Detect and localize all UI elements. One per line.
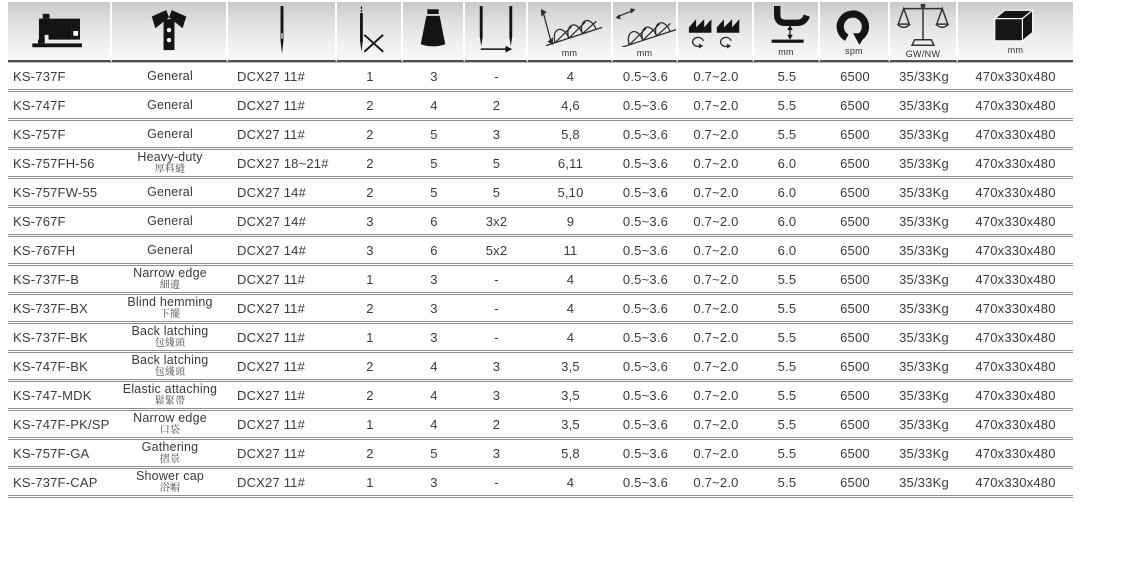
stitch-length-cell: 0.5~3.6 bbox=[613, 469, 678, 498]
stitch-length-cell: 0.5~3.6 bbox=[613, 92, 678, 121]
unit-label: GW/NW bbox=[905, 48, 941, 59]
weight-scale-icon bbox=[895, 4, 951, 48]
application-english: Heavy-duty bbox=[137, 150, 203, 164]
table-row bbox=[8, 150, 1073, 179]
overedge-width-cell: 5,8 bbox=[528, 440, 613, 469]
col-header-foot-lift bbox=[754, 2, 820, 62]
foot-lift-cell: 5.5 bbox=[754, 324, 820, 353]
overedge-width-cell: 11 bbox=[528, 237, 613, 266]
thread-count-cell: 3 bbox=[403, 324, 465, 353]
carton-size-cell: 470x330x480 bbox=[958, 150, 1073, 179]
application-english: Back latching bbox=[131, 353, 209, 367]
overlock-spec-table bbox=[8, 2, 1073, 498]
table-row bbox=[8, 208, 1073, 237]
needle-type-cell: DCX27 14# bbox=[228, 208, 337, 237]
table-header bbox=[8, 2, 1073, 62]
foot-lift-cell: 5.5 bbox=[754, 92, 820, 121]
overedge-width-cell: 4 bbox=[528, 324, 613, 353]
carton-size-cell: 470x330x480 bbox=[958, 353, 1073, 382]
foot-lift-cell: 5.5 bbox=[754, 440, 820, 469]
unit-label: mm bbox=[778, 46, 794, 57]
needle-gauge-cell: - bbox=[465, 266, 528, 295]
weight-cell: 35/33Kg bbox=[890, 469, 958, 498]
spec-table-body bbox=[8, 62, 1073, 498]
foot-lift-cell: 5.5 bbox=[754, 121, 820, 150]
needle-type-cell: DCX27 14# bbox=[228, 179, 337, 208]
weight-cell: 35/33Kg bbox=[890, 324, 958, 353]
differential-ratio-cell: 0.7~2.0 bbox=[678, 121, 754, 150]
foot-lift-cell: 5.5 bbox=[754, 295, 820, 324]
differential-ratio-cell: 0.7~2.0 bbox=[678, 237, 754, 266]
differential-ratio-cell: 0.7~2.0 bbox=[678, 295, 754, 324]
col-header-weight bbox=[890, 2, 958, 62]
speed-cell: 6500 bbox=[820, 266, 890, 295]
weight-cell: 35/33Kg bbox=[890, 440, 958, 469]
differential-ratio-cell: 0.7~2.0 bbox=[678, 411, 754, 440]
needle-type-cell: DCX27 14# bbox=[228, 237, 337, 266]
application-cell bbox=[112, 121, 228, 150]
differential-ratio-cell: 0.7~2.0 bbox=[678, 440, 754, 469]
table-row bbox=[8, 266, 1073, 295]
needle-count-cell: 1 bbox=[337, 411, 403, 440]
application-english: General bbox=[147, 126, 193, 141]
model-cell: KS-757FH-56 bbox=[8, 150, 112, 179]
needle-gauge-cell: - bbox=[465, 324, 528, 353]
needle-type-cell: DCX27 11# bbox=[228, 353, 337, 382]
needle-type-cell: DCX27 11# bbox=[228, 92, 337, 121]
application-cell bbox=[112, 324, 228, 353]
garment-icon bbox=[149, 8, 189, 54]
speed-cell: 6500 bbox=[820, 324, 890, 353]
application-english: Narrow edge bbox=[133, 411, 207, 425]
speed-cell: 6500 bbox=[820, 150, 890, 179]
overedge-width-cell: 3,5 bbox=[528, 353, 613, 382]
application-chinese: 下擺 bbox=[159, 309, 181, 320]
weight-cell: 35/33Kg bbox=[890, 150, 958, 179]
overedge-width-cell: 4 bbox=[528, 62, 613, 92]
needle-count-cell: 2 bbox=[337, 150, 403, 179]
table-row bbox=[8, 440, 1073, 469]
speed-cell: 6500 bbox=[820, 208, 890, 237]
needle-count-cell: 1 bbox=[337, 324, 403, 353]
table-row bbox=[8, 324, 1073, 353]
needle-count-cell: 3 bbox=[337, 237, 403, 266]
needle-gauge-cell: 5 bbox=[465, 179, 528, 208]
carton-size-icon bbox=[992, 8, 1040, 44]
thread-count-cell: 4 bbox=[403, 382, 465, 411]
model-cell: KS-747F-PK/SP bbox=[8, 411, 112, 440]
unit-label: mm bbox=[1007, 44, 1024, 55]
needle-gauge-cell: 2 bbox=[465, 411, 528, 440]
application-chinese: 包綫頭 bbox=[154, 338, 186, 349]
application-english: General bbox=[147, 213, 193, 228]
needle-count-cell: 2 bbox=[337, 440, 403, 469]
overedge-width-cell: 4 bbox=[528, 266, 613, 295]
speed-cell: 6500 bbox=[820, 121, 890, 150]
differential-ratio-cell: 0.7~2.0 bbox=[678, 208, 754, 237]
needle-count-cell: 2 bbox=[337, 121, 403, 150]
thread-count-cell: 5 bbox=[403, 179, 465, 208]
weight-cell: 35/33Kg bbox=[890, 208, 958, 237]
speed-cell: 6500 bbox=[820, 440, 890, 469]
stitch-length-cell: 0.5~3.6 bbox=[613, 208, 678, 237]
col-header-differential-feed bbox=[678, 2, 754, 62]
differential-ratio-cell: 0.7~2.0 bbox=[678, 62, 754, 92]
thread-count-cell: 3 bbox=[403, 295, 465, 324]
needle-type-cell: DCX27 11# bbox=[228, 121, 337, 150]
application-chinese: 包綫頭 bbox=[154, 367, 186, 378]
needle-type-cell: DCX27 11# bbox=[228, 295, 337, 324]
overedge-width-cell: 9 bbox=[528, 208, 613, 237]
stitch-length-cell: 0.5~3.6 bbox=[613, 440, 678, 469]
speed-icon bbox=[836, 7, 872, 45]
speed-cell: 6500 bbox=[820, 62, 890, 92]
application-chinese: 鬆緊帶 bbox=[154, 396, 186, 407]
needle-gauge-icon bbox=[475, 6, 517, 56]
needle-type-cell: DCX27 11# bbox=[228, 469, 337, 498]
overedge-width-icon bbox=[538, 5, 602, 47]
table-row bbox=[8, 121, 1073, 150]
foot-lift-cell: 5.5 bbox=[754, 469, 820, 498]
model-cell: KS-737F-BK bbox=[8, 324, 112, 353]
weight-cell: 35/33Kg bbox=[890, 179, 958, 208]
foot-lift-cell: 6.0 bbox=[754, 208, 820, 237]
thread-count-cell: 6 bbox=[403, 208, 465, 237]
stitch-length-cell: 0.5~3.6 bbox=[613, 382, 678, 411]
col-header-speed bbox=[820, 2, 890, 62]
needle-gauge-cell: - bbox=[465, 62, 528, 92]
needle-count-cell: 2 bbox=[337, 179, 403, 208]
col-header-carton-size bbox=[958, 2, 1073, 62]
stitch-length-cell: 0.5~3.6 bbox=[613, 237, 678, 266]
overedge-width-cell: 4,6 bbox=[528, 92, 613, 121]
foot-lift-cell: 5.5 bbox=[754, 382, 820, 411]
presser-foot-lift-icon bbox=[760, 6, 812, 46]
col-header-stitch-length bbox=[613, 2, 678, 62]
needle-count-cell: 2 bbox=[337, 382, 403, 411]
needle-gauge-cell: - bbox=[465, 295, 528, 324]
stitch-length-cell: 0.5~3.6 bbox=[613, 295, 678, 324]
overedge-width-cell: 4 bbox=[528, 295, 613, 324]
model-cell: KS-747-MDK bbox=[8, 382, 112, 411]
thread-count-cell: 3 bbox=[403, 469, 465, 498]
model-cell: KS-757FW-55 bbox=[8, 179, 112, 208]
foot-lift-cell: 5.5 bbox=[754, 266, 820, 295]
needle-count-cell: 2 bbox=[337, 353, 403, 382]
carton-size-cell: 470x330x480 bbox=[958, 411, 1073, 440]
needle-gauge-cell: 3 bbox=[465, 440, 528, 469]
speed-cell: 6500 bbox=[820, 295, 890, 324]
overedge-width-cell: 5,10 bbox=[528, 179, 613, 208]
differential-ratio-cell: 0.7~2.0 bbox=[678, 353, 754, 382]
carton-size-cell: 470x330x480 bbox=[958, 179, 1073, 208]
table-row bbox=[8, 237, 1073, 266]
needle-gauge-cell: 3 bbox=[465, 353, 528, 382]
application-cell bbox=[112, 92, 228, 121]
table-row bbox=[8, 179, 1073, 208]
foot-lift-cell: 5.5 bbox=[754, 353, 820, 382]
speed-cell: 6500 bbox=[820, 237, 890, 266]
differential-ratio-cell: 0.7~2.0 bbox=[678, 150, 754, 179]
col-header-application bbox=[112, 2, 228, 62]
overedge-width-cell: 6,11 bbox=[528, 150, 613, 179]
needle-icon bbox=[278, 6, 286, 56]
needle-count-cell: 2 bbox=[337, 92, 403, 121]
application-chinese: 口袋 bbox=[159, 425, 181, 436]
table-row bbox=[8, 62, 1073, 92]
foot-lift-cell: 6.0 bbox=[754, 150, 820, 179]
differential-ratio-cell: 0.7~2.0 bbox=[678, 179, 754, 208]
application-cell bbox=[112, 469, 228, 498]
stitch-length-cell: 0.5~3.6 bbox=[613, 62, 678, 92]
unit-label: mm bbox=[636, 47, 653, 58]
thread-count-cell: 5 bbox=[403, 121, 465, 150]
carton-size-cell: 470x330x480 bbox=[958, 237, 1073, 266]
thread-count-cell: 6 bbox=[403, 237, 465, 266]
needle-gauge-cell: 5x2 bbox=[465, 237, 528, 266]
stitch-length-cell: 0.5~3.6 bbox=[613, 121, 678, 150]
thread-count-cell: 4 bbox=[403, 353, 465, 382]
overedge-width-cell: 3,5 bbox=[528, 411, 613, 440]
foot-lift-cell: 6.0 bbox=[754, 179, 820, 208]
needle-type-cell: DCX27 11# bbox=[228, 382, 337, 411]
foot-lift-cell: 5.5 bbox=[754, 411, 820, 440]
spec-sheet-page bbox=[8, 2, 1125, 498]
needle-type-cell: DCX27 11# bbox=[228, 440, 337, 469]
application-cell bbox=[112, 150, 228, 179]
application-english: General bbox=[147, 184, 193, 199]
weight-cell: 35/33Kg bbox=[890, 411, 958, 440]
stitch-length-icon bbox=[614, 5, 676, 47]
application-english: Narrow edge bbox=[133, 266, 207, 280]
needle-type-cell: DCX27 11# bbox=[228, 266, 337, 295]
application-english: Back latching bbox=[131, 324, 209, 338]
needle-type-cell: DCX27 18~21# bbox=[228, 150, 337, 179]
application-english: Elastic attaching bbox=[122, 382, 218, 396]
stitch-length-cell: 0.5~3.6 bbox=[613, 411, 678, 440]
thread-count-cell: 5 bbox=[403, 150, 465, 179]
application-cell bbox=[112, 179, 228, 208]
needle-count-icon bbox=[352, 6, 386, 56]
application-chinese: 浴帽 bbox=[159, 483, 181, 494]
needle-type-cell: DCX27 11# bbox=[228, 324, 337, 353]
stitch-length-cell: 0.5~3.6 bbox=[613, 324, 678, 353]
model-cell: KS-737F-BX bbox=[8, 295, 112, 324]
application-cell bbox=[112, 62, 228, 92]
speed-cell: 6500 bbox=[820, 382, 890, 411]
differential-ratio-cell: 0.7~2.0 bbox=[678, 92, 754, 121]
needle-gauge-cell: 5 bbox=[465, 150, 528, 179]
needle-gauge-cell: 3x2 bbox=[465, 208, 528, 237]
needle-count-cell: 3 bbox=[337, 208, 403, 237]
overedge-width-cell: 5,8 bbox=[528, 121, 613, 150]
table-row bbox=[8, 411, 1073, 440]
col-header-model bbox=[8, 2, 112, 62]
speed-cell: 6500 bbox=[820, 353, 890, 382]
thread-count-cell: 4 bbox=[403, 411, 465, 440]
carton-size-cell: 470x330x480 bbox=[958, 469, 1073, 498]
foot-lift-cell: 6.0 bbox=[754, 237, 820, 266]
application-cell bbox=[112, 411, 228, 440]
thread-cone-icon bbox=[416, 9, 450, 53]
speed-cell: 6500 bbox=[820, 92, 890, 121]
model-cell: KS-757F-GA bbox=[8, 440, 112, 469]
carton-size-cell: 470x330x480 bbox=[958, 295, 1073, 324]
carton-size-cell: 470x330x480 bbox=[958, 324, 1073, 353]
carton-size-cell: 470x330x480 bbox=[958, 62, 1073, 92]
needle-type-cell: DCX27 11# bbox=[228, 62, 337, 92]
differential-ratio-cell: 0.7~2.0 bbox=[678, 382, 754, 411]
speed-cell: 6500 bbox=[820, 411, 890, 440]
unit-label: mm bbox=[561, 47, 578, 58]
needle-count-cell: 1 bbox=[337, 469, 403, 498]
weight-cell: 35/33Kg bbox=[890, 353, 958, 382]
application-chinese: 細邊 bbox=[159, 280, 181, 291]
col-header-overedge-width bbox=[528, 2, 613, 62]
application-cell bbox=[112, 440, 228, 469]
application-english: General bbox=[147, 68, 193, 83]
stitch-length-cell: 0.5~3.6 bbox=[613, 150, 678, 179]
model-cell: KS-757F bbox=[8, 121, 112, 150]
stitch-length-cell: 0.5~3.6 bbox=[613, 179, 678, 208]
model-cell: KS-737F bbox=[8, 62, 112, 92]
needle-gauge-cell: 3 bbox=[465, 382, 528, 411]
needle-count-cell: 1 bbox=[337, 266, 403, 295]
weight-cell: 35/33Kg bbox=[890, 237, 958, 266]
carton-size-cell: 470x330x480 bbox=[958, 92, 1073, 121]
thread-count-cell: 3 bbox=[403, 62, 465, 92]
needle-gauge-cell: 2 bbox=[465, 92, 528, 121]
model-cell: KS-747F bbox=[8, 92, 112, 121]
table-row bbox=[8, 469, 1073, 498]
model-cell: KS-737F-CAP bbox=[8, 469, 112, 498]
differential-ratio-cell: 0.7~2.0 bbox=[678, 266, 754, 295]
weight-cell: 35/33Kg bbox=[890, 295, 958, 324]
col-header-needle-count bbox=[337, 2, 403, 62]
model-cell: KS-737F-B bbox=[8, 266, 112, 295]
model-cell: KS-747F-BK bbox=[8, 353, 112, 382]
stitch-length-cell: 0.5~3.6 bbox=[613, 266, 678, 295]
application-english: Blind hemming bbox=[127, 295, 213, 309]
application-chinese: 摺景 bbox=[159, 454, 181, 465]
overedge-width-cell: 4 bbox=[528, 469, 613, 498]
needle-count-cell: 2 bbox=[337, 295, 403, 324]
col-header-needle-gauge bbox=[465, 2, 528, 62]
needle-count-cell: 1 bbox=[337, 62, 403, 92]
unit-label: spm bbox=[845, 45, 863, 56]
weight-cell: 35/33Kg bbox=[890, 62, 958, 92]
application-english: Gathering bbox=[141, 440, 199, 454]
table-row bbox=[8, 295, 1073, 324]
col-header-thread-count bbox=[403, 2, 465, 62]
application-chinese: 厚料縫 bbox=[154, 164, 186, 175]
differential-ratio-cell: 0.7~2.0 bbox=[678, 324, 754, 353]
application-english: General bbox=[147, 97, 193, 112]
model-cell: KS-767F bbox=[8, 208, 112, 237]
carton-size-cell: 470x330x480 bbox=[958, 382, 1073, 411]
weight-cell: 35/33Kg bbox=[890, 92, 958, 121]
application-english: Shower cap bbox=[135, 469, 204, 483]
application-cell bbox=[112, 382, 228, 411]
application-cell bbox=[112, 295, 228, 324]
sewing-machine-icon bbox=[30, 10, 88, 52]
application-cell bbox=[112, 208, 228, 237]
carton-size-cell: 470x330x480 bbox=[958, 440, 1073, 469]
carton-size-cell: 470x330x480 bbox=[958, 208, 1073, 237]
thread-count-cell: 4 bbox=[403, 92, 465, 121]
table-row bbox=[8, 382, 1073, 411]
differential-ratio-cell: 0.7~2.0 bbox=[678, 469, 754, 498]
weight-cell: 35/33Kg bbox=[890, 266, 958, 295]
application-cell bbox=[112, 266, 228, 295]
stitch-length-cell: 0.5~3.6 bbox=[613, 353, 678, 382]
model-cell: KS-767FH bbox=[8, 237, 112, 266]
differential-feed-icon bbox=[686, 13, 744, 49]
needle-type-cell: DCX27 11# bbox=[228, 411, 337, 440]
table-row bbox=[8, 353, 1073, 382]
application-cell bbox=[112, 353, 228, 382]
thread-count-cell: 3 bbox=[403, 266, 465, 295]
foot-lift-cell: 5.5 bbox=[754, 62, 820, 92]
needle-gauge-cell: - bbox=[465, 469, 528, 498]
weight-cell: 35/33Kg bbox=[890, 121, 958, 150]
header-row bbox=[8, 2, 1073, 62]
carton-size-cell: 470x330x480 bbox=[958, 121, 1073, 150]
application-cell bbox=[112, 237, 228, 266]
col-header-needle-type bbox=[228, 2, 337, 62]
thread-count-cell: 5 bbox=[403, 440, 465, 469]
application-english: General bbox=[147, 242, 193, 257]
speed-cell: 6500 bbox=[820, 469, 890, 498]
speed-cell: 6500 bbox=[820, 179, 890, 208]
table-row bbox=[8, 92, 1073, 121]
weight-cell: 35/33Kg bbox=[890, 382, 958, 411]
needle-gauge-cell: 3 bbox=[465, 121, 528, 150]
overedge-width-cell: 3,5 bbox=[528, 382, 613, 411]
carton-size-cell: 470x330x480 bbox=[958, 266, 1073, 295]
